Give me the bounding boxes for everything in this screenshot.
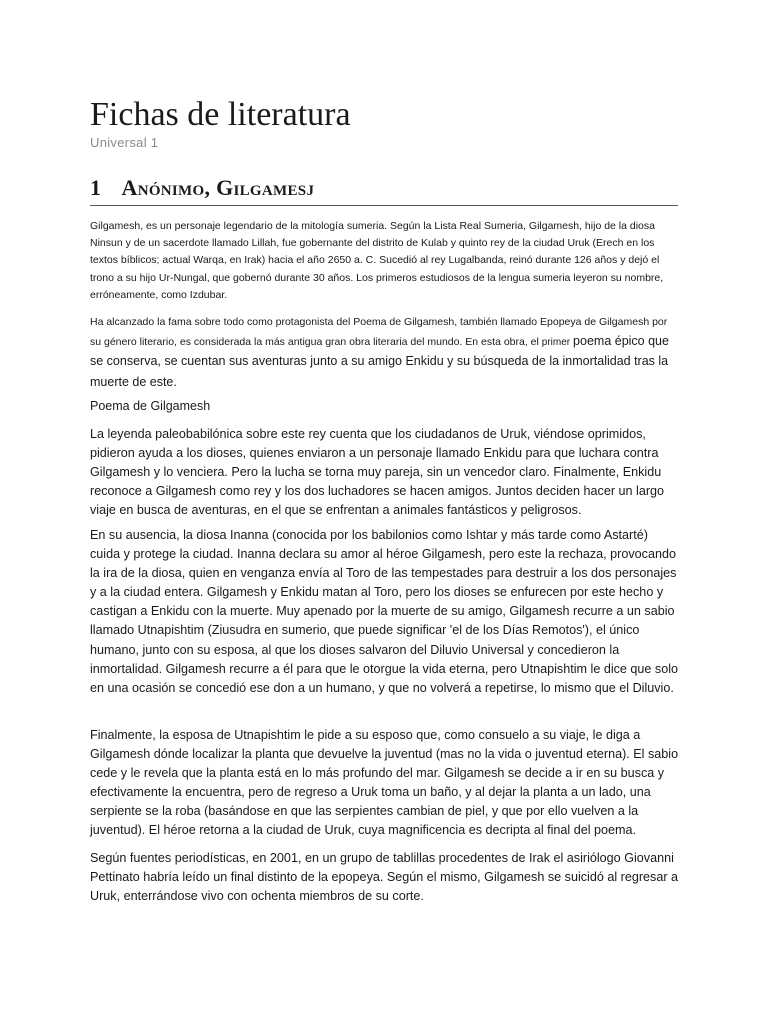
section-heading [90, 173, 678, 206]
section-title: Anónimo, Gilgamesj [121, 175, 315, 200]
poem-heading: Poema de Gilgamesh [90, 399, 211, 413]
fame-paragraph-block [90, 314, 678, 392]
body-paragraph: Finalmente, la esposa de Utnapishtim le pide a su esposo que, como consuelo a su viaje, le diga a Gilgamesh dónde localizar la planta que devuelve la juventud (mas no la vida o juventud eterna). El sabio cede y le revela que la planta está en lo más profundo del mar. Gilgamesh se decide a ir en su busca y efectivamente la encuentra, pero de regreso a Uruk toma un baño, y al dejar la planta a un lado, una serpiente se la roba (basándose en que las serpientes cambian de piel, y que por ello vuelven a la juventud). El héroe retorna a la ciudad de Uruk, cuya magnificencia es decripta al final del poema. [90, 728, 679, 838]
fame-paragraph-word: primer [541, 337, 571, 349]
body-paragraph: La leyenda paleobabilónica sobre este rey cuenta que los ciudadanos de Uruk, viéndose oprimidos, pidieron ayuda a los dioses, quienes enviaron a un personaje llamado Enkidu para que luchara contra Gilgamesh y lo venciera. Pero la lucha se torna muy pareja, sin un vencedor claro. Finalmente, Enkidu reconoce a Gilgamesh como rey y los dos luchadores se hacen amigos. Juntos deciden hacer un largo viaje en busca de aventuras, en el que se enfrentan a animales fantásticos y peligrosos. [90, 427, 665, 518]
intro-paragraph: Gilgamesh, es un personaje legendario de la mitología sumeria. Según la Lista Real Sumeria, Gilgamesh, hijo de la diosa Ninsun y de un sacerdote llamado Lillah, fue gobernante del distrito de Kulab y quinto rey de la ciudad Uruk (Erech en los textos bíblicos; actual Warqa, en Irak) hacia el año 2650 a. C. Sucedió al rey Lugalbanda, reinó durante 126 años y dejó el trono a su hijo Ur-Nungal, que gobernó durante 30 años. Los primeros estudiosos de la lengua sumeria leyeron su nombre, erróneamente, como Izdubar. [90, 220, 664, 301]
document-title: Fichas de literatura [90, 96, 351, 133]
body-paragraph: Según fuentes periodísticas, en 2001, en un grupo de tablillas procedentes de Irak el asiriólogo Giovanni Pettinato habría leído un final distinto de la epopeya. Según el mismo, Gilgamesh se suicidó al regresar a Uruk, enterrándose vivo con ochenta miembros de su corte. [90, 851, 679, 904]
document-subtitle: Universal 1 [90, 135, 159, 150]
section-number: 1 [90, 175, 101, 200]
body-paragraph: En su ausencia, la diosa Inanna (conocida por los babilonios como Ishtar y más tarde como Astarté) cuida y protege la ciudad. Inanna declara su amor al héroe Gilgamesh, pero este la rechaza, provocando la ira de la diosa, quien en venganza envía al Toro de las tempestades para destruir a los dos personajes y a la ciudad entera. Gilgamesh y Enkidu matan al Toro, pero los dioses se enfurecen por este hecho y castigan a Enkidu con la muerte. Muy apenado por la muerte de su amigo, Gilgamesh recurre a un sabio llamado Utnapishtim (Ziusudra en sumerio, que puede significar 'el de los Días Remotos'), el único humano, junto con su esposa, al que los dioses salvaron del Diluvio Universal y concedieron la inmortalidad. Gilgamesh recurre a él para que le otorgue la vida eterna, pero Utnapishtim le dice que solo en una ocasión se concedió ese don a un humano, y que no volverá a repetirse, lo mismo que el Diluvio. [90, 528, 679, 695]
fame-paragraph-end: poema épico que se conserva, se cuentan sus aventuras junto a su amigo Enkidu y su búsqueda de la inmortalidad tras la muerte de este. [90, 334, 669, 389]
fame-paragraph-start: Ha alcanzado la fama sobre todo como protagonista del Poema de Gilgamesh, también llamado Epopeya de Gilgamesh por su género literario, es considerada la más antigua gran obra literaria del mundo. En esta obra, el [90, 316, 668, 349]
fame-paragraph [90, 314, 678, 392]
intro-paragraph-block [90, 218, 678, 304]
